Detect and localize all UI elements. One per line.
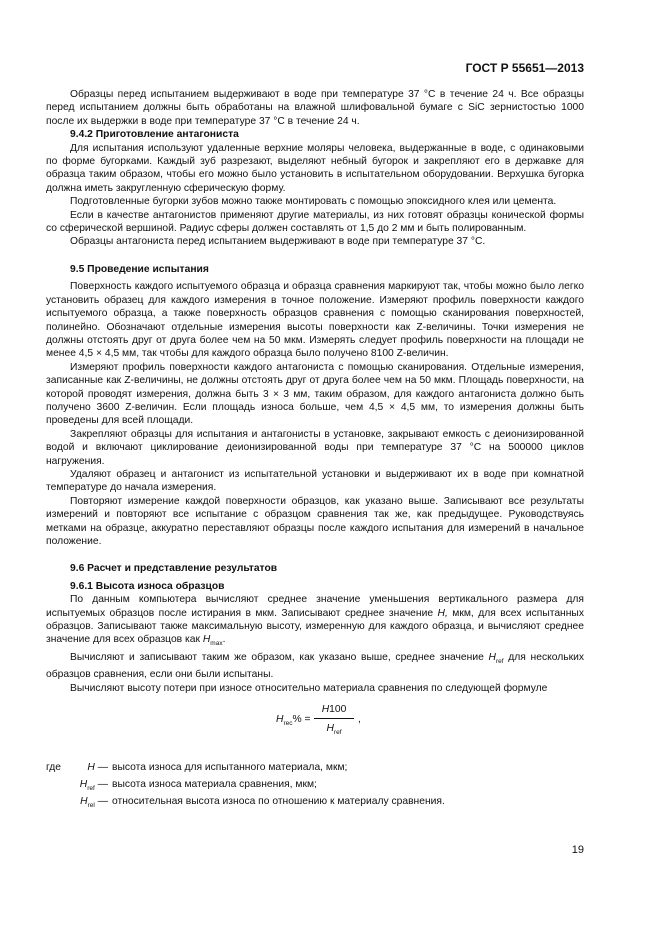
legend-where: где	[46, 762, 62, 774]
legend-description: высота износа для испытанного материала, мкм;	[112, 762, 348, 774]
paragraph-formula-intro: Вычисляют высоту потери при износе относительно материала сравнения по следующей формуле	[70, 682, 548, 694]
paragraph-antagonist-soak: Образцы антагониста перед испытанием выдерживают в воде при температуре 37 °С.	[70, 236, 486, 248]
legend-dash: —	[97, 762, 108, 774]
text-fragment: мкм, для всех испытанных образцов. Записывают также максимальную высоту, измеренную для каждого образца, и вычисляют среднее значение для всех образцов как	[46, 607, 584, 646]
paragraph-mount-cycling: Закрепляют образцы для испытания и антагонисты в установке, закрывают емкость с деионизированной водой и включают циклирование деионизированной воды при температуре 37 °С на 500000 циклов нагружения.	[46, 428, 584, 467]
formula-relative-wear	[46, 699, 584, 751]
formula-denominator	[314, 719, 354, 739]
text-fragment: для нескольких образцов сравнения, если они были испытаны.	[46, 651, 584, 681]
section-9-6-heading: 9.6 Расчет и представление результатов	[70, 563, 278, 575]
text-fragment: Вычисляют и записывают таким же образом, как указано выше, среднее значение	[70, 651, 484, 663]
formula-lhs	[276, 713, 311, 730]
formula-numerator	[314, 703, 354, 719]
paragraph-antagonist-teeth: Для испытания используют удаленные верхние моляры человека, выдержанные в воде, с одинаковыми по форме бугорками. Каждый зуб разрезают, выделяют небный бугорок и закрепляют его в державке для образца таким образом, чтобы его можно было установить в испытательном оборудовании. Верхушка бугорка должна иметь закругленную сферическую форму.	[46, 142, 584, 194]
subscript-ref: ref	[495, 657, 504, 665]
subscript-max: max	[210, 640, 223, 648]
legend-symbol	[46, 778, 108, 795]
legend-symbol-subscript: ref	[87, 785, 95, 793]
formula-den-symbol: H	[326, 723, 334, 735]
paragraph-remove-sample: Удаляют образец и антагонист из испытательной установки и выдерживают их в воде при комнатной температуре до начала измерения.	[46, 468, 584, 494]
paragraph-mean-wear	[46, 593, 584, 651]
legend-dash: —	[97, 796, 108, 808]
page-number: 19	[571, 844, 584, 856]
variable-h-max: H	[202, 634, 211, 646]
formula-legend	[46, 761, 584, 812]
paragraph-surface-marking: Поверхность каждого испытуемого образца и образца сравнения маркируют так, чтобы можно было легко установить образец для каждого измерения в точное положение. Измеряют профиль поверхности каждого испытуемого образца, а также поверхность образцов сравнения с помощью сканирования поверхностей, полинейно. Обозначают отдельные измерения высоты поверхности как Z-величины. Точки измерения не должны отстоять друг от друга более чем на 50 мкм. Измерять следует профиль поверхности на площади не менее 4,5 × 4,5 мм, так чтобы для каждого образца было получено 8100 Z-величин.	[46, 281, 584, 360]
variable-h: H,	[437, 607, 448, 619]
paragraph-epoxy-mount: Подготовленные бугорки зубов можно также монтировать с помощью эпоксидного клея или цемента.	[70, 196, 557, 208]
legend-symbol-subscript: rel	[87, 802, 95, 810]
legend-row	[46, 795, 584, 812]
formula-lhs-symbol: H	[276, 714, 284, 726]
subsection-9-6-1-heading: 9.6.1 Высота износа образцов	[70, 580, 225, 592]
variable-h-ref: H	[488, 651, 496, 663]
subsection-9-4-2-heading: 9.4.2 Приготовление антагониста	[70, 129, 239, 141]
legend-symbol-letter: H	[79, 779, 88, 791]
legend-row	[46, 761, 584, 778]
legend-description: высота износа материала сравнения, мкм;	[112, 779, 317, 791]
text-fragment: .	[222, 634, 226, 646]
paragraph-repeat-measure: Повторяют измерение каждой поверхности образцов, как указано выше. Записывают все результаты измерений и повторяют все испытание с образцом сравнения так же, как предыдущее. Руководствуясь метками на образце, аккуратно переставляют образцы после каждого испытания для измерений в начальное положение.	[46, 495, 584, 547]
section-9-5-heading: 9.5 Проведение испытания	[70, 263, 209, 275]
paragraph-reference-wear	[46, 651, 584, 682]
paragraph-antagonist-profile: Измеряют профиль поверхности каждого антагониста с помощью сканирования. Отдельные измерения, записанные как Z-величины, не должны отстоять друг от друга более чем на 50 мкм. Площадь поверхности, на которой проводят измерения, должна быть 3 × 3 мм, таким образом, для каждого антагониста должно быть получено 3600 Z-величин. Если площадь износа больше, чем 4,5 × 4,5 мм, то измерения должны быть проведены для всей площади.	[46, 361, 584, 427]
legend-description: относительная высота износа по отношению к материалу сравнения.	[112, 796, 445, 808]
legend-dash: —	[97, 779, 108, 791]
formula-fraction	[314, 703, 354, 740]
legend-symbol-letter: H	[80, 796, 88, 808]
legend-symbol	[46, 761, 108, 778]
document-header: ГОСТ Р 55651—2013	[465, 61, 584, 75]
formula-equals: % =	[292, 714, 311, 726]
formula-lhs-subscript: rec	[283, 720, 293, 728]
legend-symbol-letter: H	[87, 762, 95, 774]
page-content	[46, 88, 584, 812]
formula-den-subscript: ref	[333, 729, 342, 737]
paragraph-soak-samples: Образцы перед испытанием выдерживают в воде при температуре 37 °С в течение 24 ч. Все образцы перед испытанием должны быть обработаны на влажной шлифовальной бумаге с SiC зернистостью 1000 после их выдержки в воде при температуре 37 °С в течение 24 ч.	[46, 89, 584, 127]
formula-num-value: 100	[329, 704, 347, 716]
formula-comma: ,	[358, 714, 361, 726]
legend-row	[46, 778, 584, 795]
legend-symbol	[46, 795, 108, 812]
text-fragment: По данным компьютера вычисляют среднее значение уменьшения вертикального размера для испытуемых образцов после истирания в мкм. Записывают среднее значение	[46, 594, 584, 619]
formula-num-symbol: H	[321, 704, 330, 716]
paragraph-other-materials: Если в качестве антагонистов применяют другие материалы, из них готовят образцы конической формы со сферической вершиной. Радиус сферы должен составлять от 1,5 до 2 мм и быть полированным.	[46, 209, 584, 235]
